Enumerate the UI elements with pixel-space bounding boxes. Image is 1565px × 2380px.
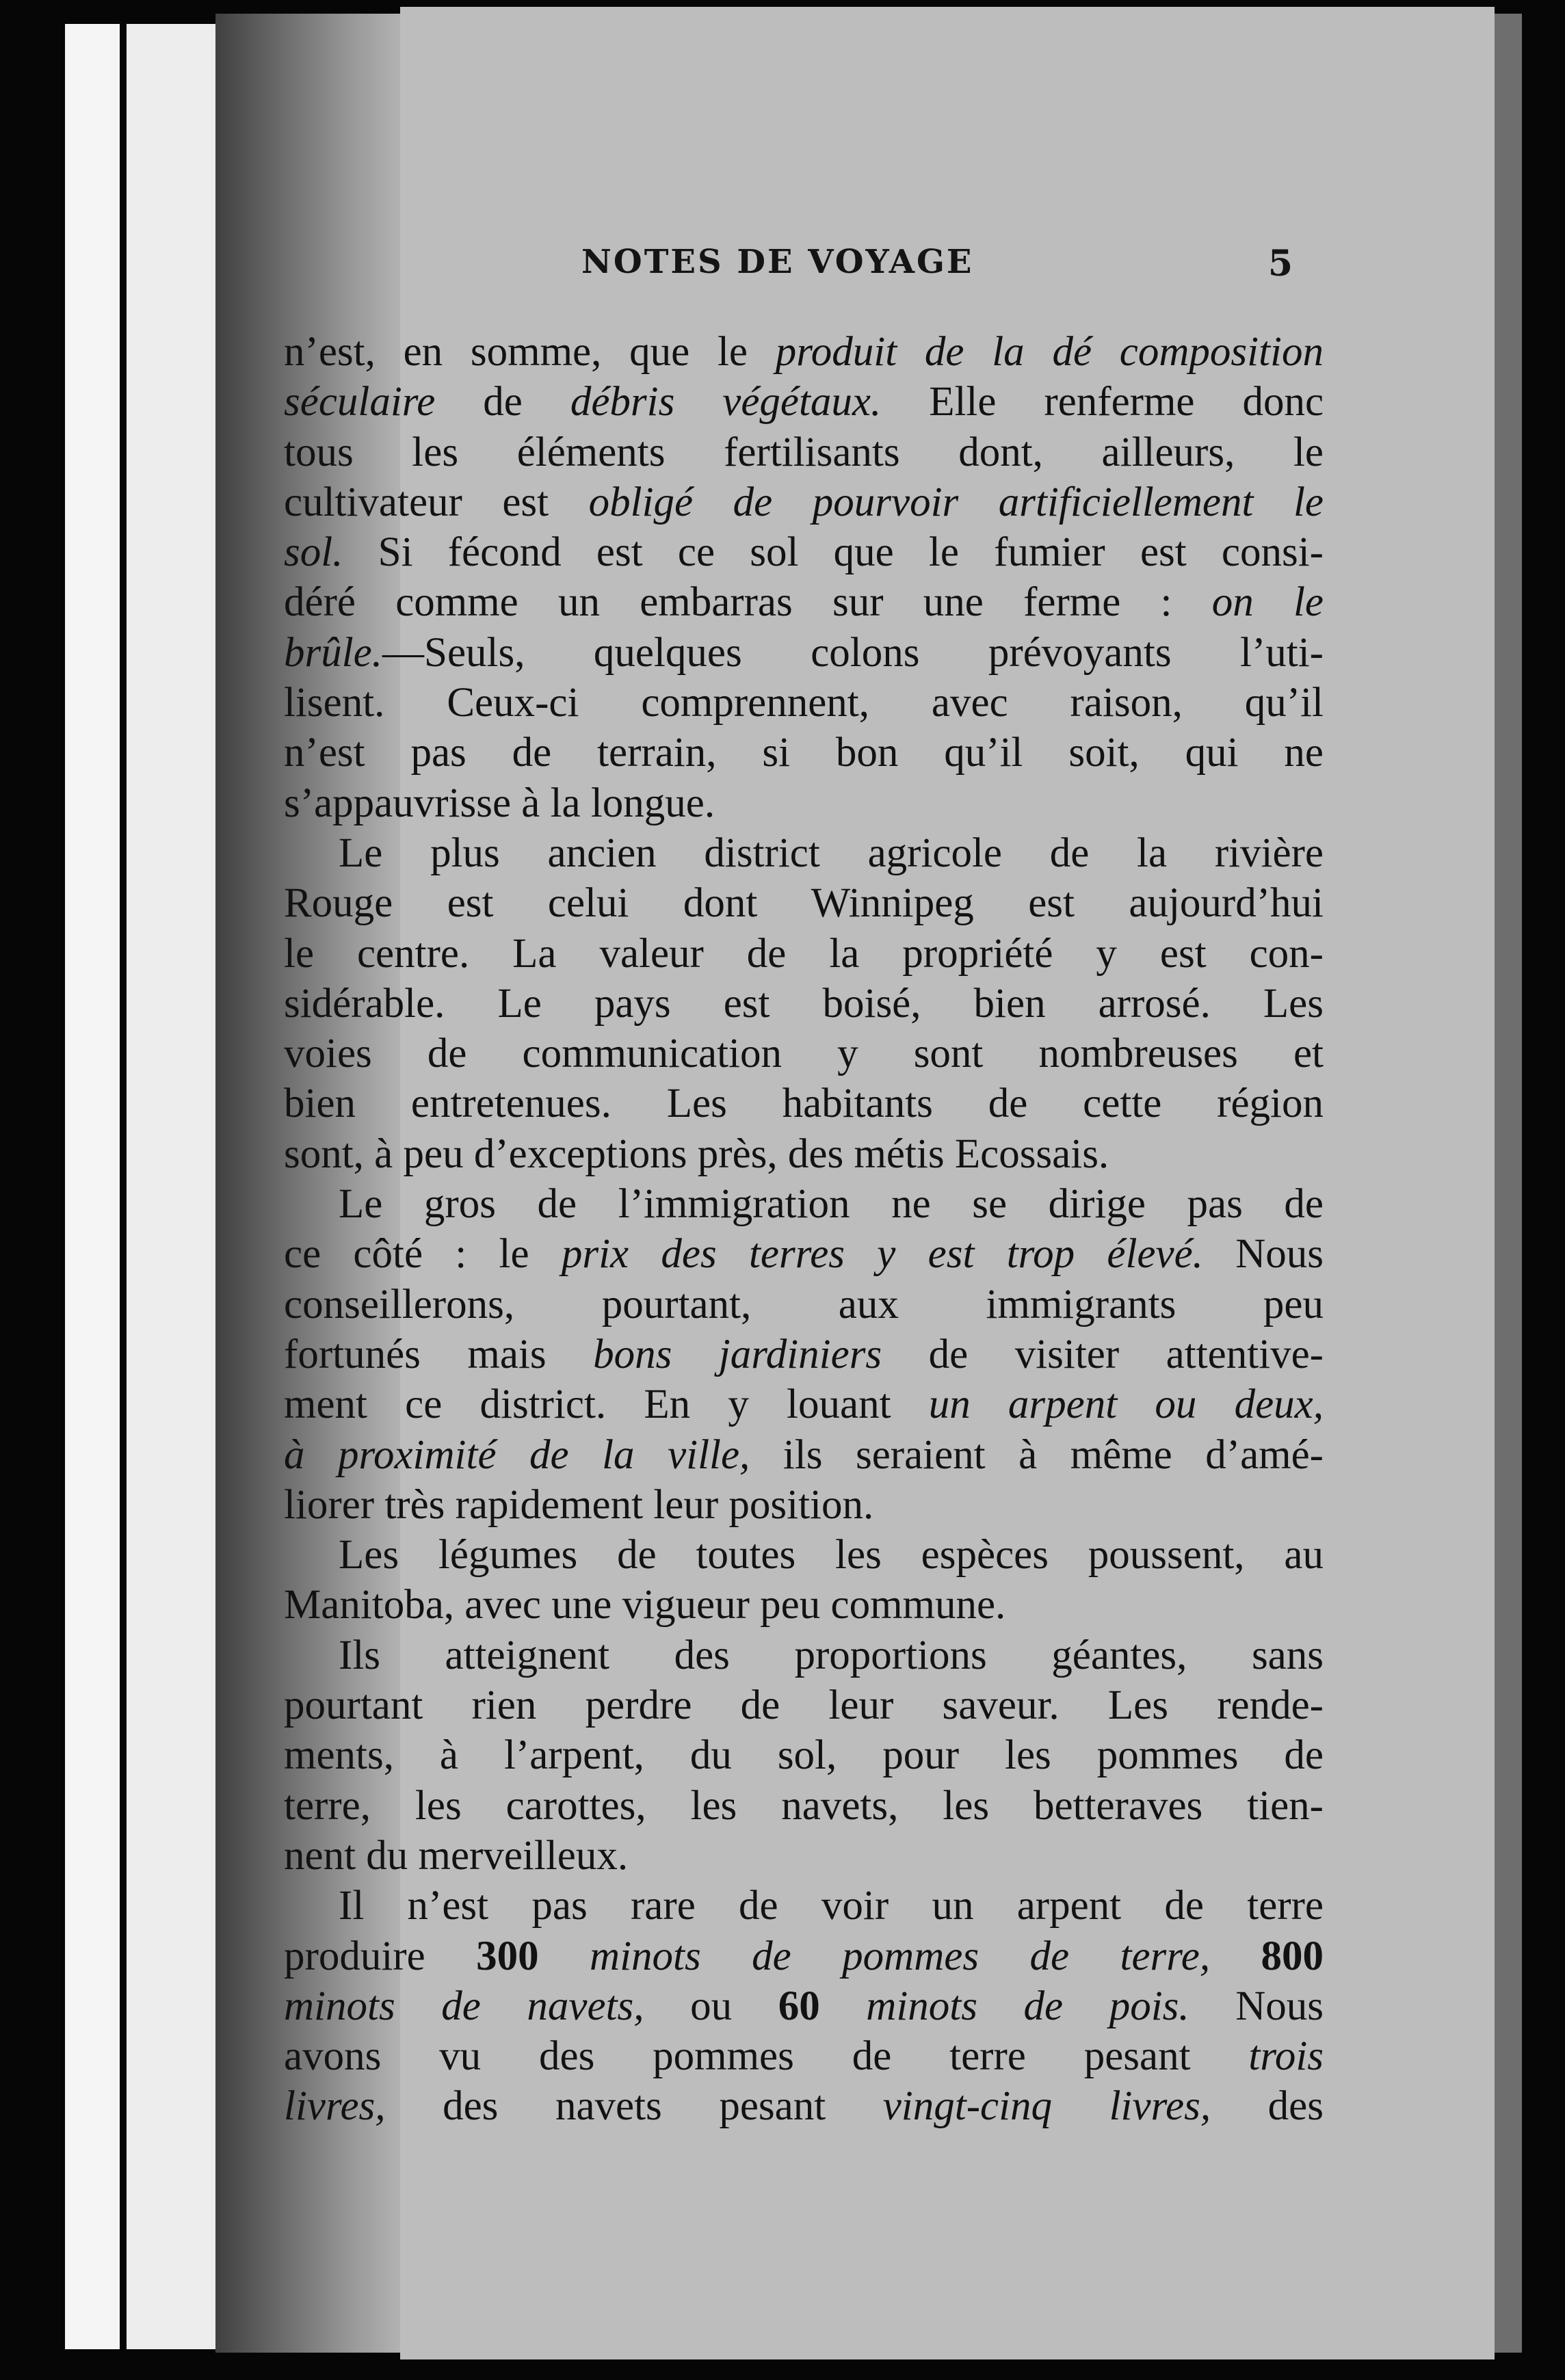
text-run: produire [284, 1933, 477, 1979]
text-line [284, 678, 1324, 728]
text-line [284, 2081, 1324, 2131]
text-run: cultivateur est [284, 479, 589, 525]
text-line [284, 628, 1324, 678]
italic-run: sol. [284, 529, 343, 576]
text-run: de visiter attentive- [882, 1331, 1324, 1377]
text-run: des navets pesant [385, 2083, 883, 2130]
text-run: Nous [1202, 1231, 1324, 1278]
text-run: de [435, 379, 570, 425]
text-run: avons vu des pommes de terre pesant [284, 2033, 1249, 2080]
text-line [284, 828, 1324, 878]
italic-run: produit de la dé composition [775, 329, 1324, 375]
text-line [284, 728, 1324, 778]
text-line [284, 1129, 1324, 1179]
adjacent-page-edge-inner [127, 24, 215, 2349]
text-line [284, 1480, 1324, 1530]
text-run: Ils atteignent des proportions géantes, sans [339, 1632, 1324, 1678]
italic-run: minots de pois. [866, 1983, 1189, 2029]
text-run: ce côté : le [284, 1231, 562, 1278]
text-line [284, 1881, 1324, 1931]
italic-run: obligé de pourvoir artificiellement le [588, 479, 1324, 525]
paragraph [284, 1881, 1324, 2131]
text-line [284, 929, 1324, 979]
italic-run: prix des terres y est trop élevé. [561, 1231, 1203, 1278]
text-run [1210, 1933, 1261, 1979]
text-run: Le gros de l’immigration ne se dirige pas de [339, 1181, 1324, 1228]
text-run: n’est, en somme, que le [284, 329, 776, 375]
text-line [284, 1530, 1324, 1580]
text-run: Si fécond est ce sol que le fumier est consi- [343, 529, 1324, 576]
running-head [581, 243, 1293, 291]
text-run: bien entretenues. Les habitants de cette région [284, 1081, 1324, 1127]
italic-run: on le [1211, 579, 1324, 626]
text-run: des [1211, 2083, 1324, 2130]
text-line [284, 1229, 1324, 1279]
page-number: 5 [1267, 243, 1293, 285]
italic-run: séculaire [284, 379, 436, 425]
text-run: terre, les carottes, les navets, les betteraves tien- [284, 1782, 1324, 1829]
text-line [284, 1029, 1324, 1079]
text-run: le centre. La valeur de la propriété y est con- [284, 930, 1324, 977]
text-line [284, 1931, 1324, 1981]
text-run: fortunés mais [284, 1331, 594, 1377]
bold-run: 300 [476, 1933, 539, 1979]
text-run: ou [644, 1983, 778, 2029]
body-text [284, 327, 1324, 2132]
text-run: Il n’est pas rare de voir un arpent de terre [339, 1883, 1324, 1929]
text-line [284, 1781, 1324, 1831]
text-run: ils seraient à même d’amé- [750, 1431, 1324, 1478]
paragraph [284, 1530, 1324, 1630]
text-line [284, 327, 1324, 377]
adjacent-page-edge [65, 24, 120, 2349]
text-line [284, 1580, 1324, 1630]
text-run [539, 1933, 590, 1979]
italic-run: débris végétaux. [570, 379, 882, 425]
text-run: n’est pas de terrain, si bon qu’il soit, qui ne [284, 730, 1324, 776]
text-line [284, 1981, 1324, 2031]
bold-run: 60 [778, 1983, 820, 2029]
italic-run: vingt-cinq livres, [882, 2083, 1211, 2130]
text-line [284, 1179, 1324, 1229]
italic-run: brûle. [284, 629, 383, 676]
text-line [284, 2031, 1324, 2081]
running-title: NOTES DE VOYAGE [581, 243, 974, 281]
page-right-edge [1495, 14, 1522, 2353]
text-line [284, 1730, 1324, 1780]
text-run: —Seuls, quelques colons prévoyants l’uti- [382, 629, 1324, 676]
text-run: nent du merveilleux. [284, 1832, 629, 1879]
italic-run: minots de pommes de terre, [590, 1933, 1211, 1979]
text-run: Manitoba, avec une vigueur peu commune. [284, 1582, 1006, 1628]
text-line [284, 1831, 1324, 1881]
text-line [284, 1079, 1324, 1128]
text-run: ment ce district. En y louant [284, 1381, 929, 1428]
paragraph [284, 1179, 1324, 1530]
text-run: Elle renferme donc [881, 379, 1324, 425]
text-line [284, 1430, 1324, 1480]
text-line [284, 1330, 1324, 1379]
text-run: Les légumes de toutes les espèces poussent, au [339, 1532, 1324, 1578]
paragraph [284, 1630, 1324, 1881]
text-run: ments, à l’arpent, du sol, pour les pommes de [284, 1732, 1324, 1779]
text-line [284, 979, 1324, 1029]
text-run [820, 1983, 867, 2029]
text-line [284, 1680, 1324, 1730]
text-run: lisent. Ceux-ci comprennent, avec raison, qu’il [284, 680, 1324, 726]
italic-run: minots de navets, [284, 1983, 644, 2029]
text-line [284, 377, 1324, 427]
text-line [284, 1379, 1324, 1429]
text-run: s’appauvrisse à la longue. [284, 780, 715, 826]
text-run: Rouge est celui dont Winnipeg est aujourd’hui [284, 880, 1324, 927]
paragraph [284, 327, 1324, 828]
italic-run: trois [1248, 2033, 1324, 2080]
text-run: sidérable. Le pays est boisé, bien arrosé. Les [284, 980, 1324, 1027]
bold-run: 800 [1261, 1933, 1324, 1979]
text-run: sont, à peu d’exceptions près, des métis Ecossais. [284, 1130, 1109, 1177]
paragraph [284, 828, 1324, 1179]
italic-run: bons jardiniers [593, 1331, 882, 1377]
text-run: voies de communication y sont nombreuses et [284, 1031, 1324, 1077]
text-run: Le plus ancien district agricole de la rivière [339, 830, 1324, 876]
text-run: Nous [1189, 1983, 1324, 2029]
text-line [284, 577, 1324, 627]
text-run: tous les éléments fertilisants dont, ailleurs, le [284, 429, 1324, 475]
italic-run: livres, [284, 2083, 386, 2130]
text-line [284, 878, 1324, 928]
text-line [284, 427, 1324, 477]
text-run: pourtant rien perdre de leur saveur. Les rende- [284, 1682, 1324, 1729]
text-run: conseillerons, pourtant, aux immigrants peu [284, 1281, 1324, 1327]
text-line [284, 477, 1324, 527]
text-line [284, 527, 1324, 577]
italic-run: un arpent ou deux, [928, 1381, 1324, 1428]
text-line [284, 1280, 1324, 1330]
italic-run: à proximité de la ville, [284, 1431, 750, 1478]
text-line [284, 778, 1324, 828]
text-run: liorer très rapidement leur position. [284, 1481, 874, 1528]
text-line [284, 1630, 1324, 1680]
text-run: déré comme un embarras sur une ferme : [284, 579, 1212, 626]
